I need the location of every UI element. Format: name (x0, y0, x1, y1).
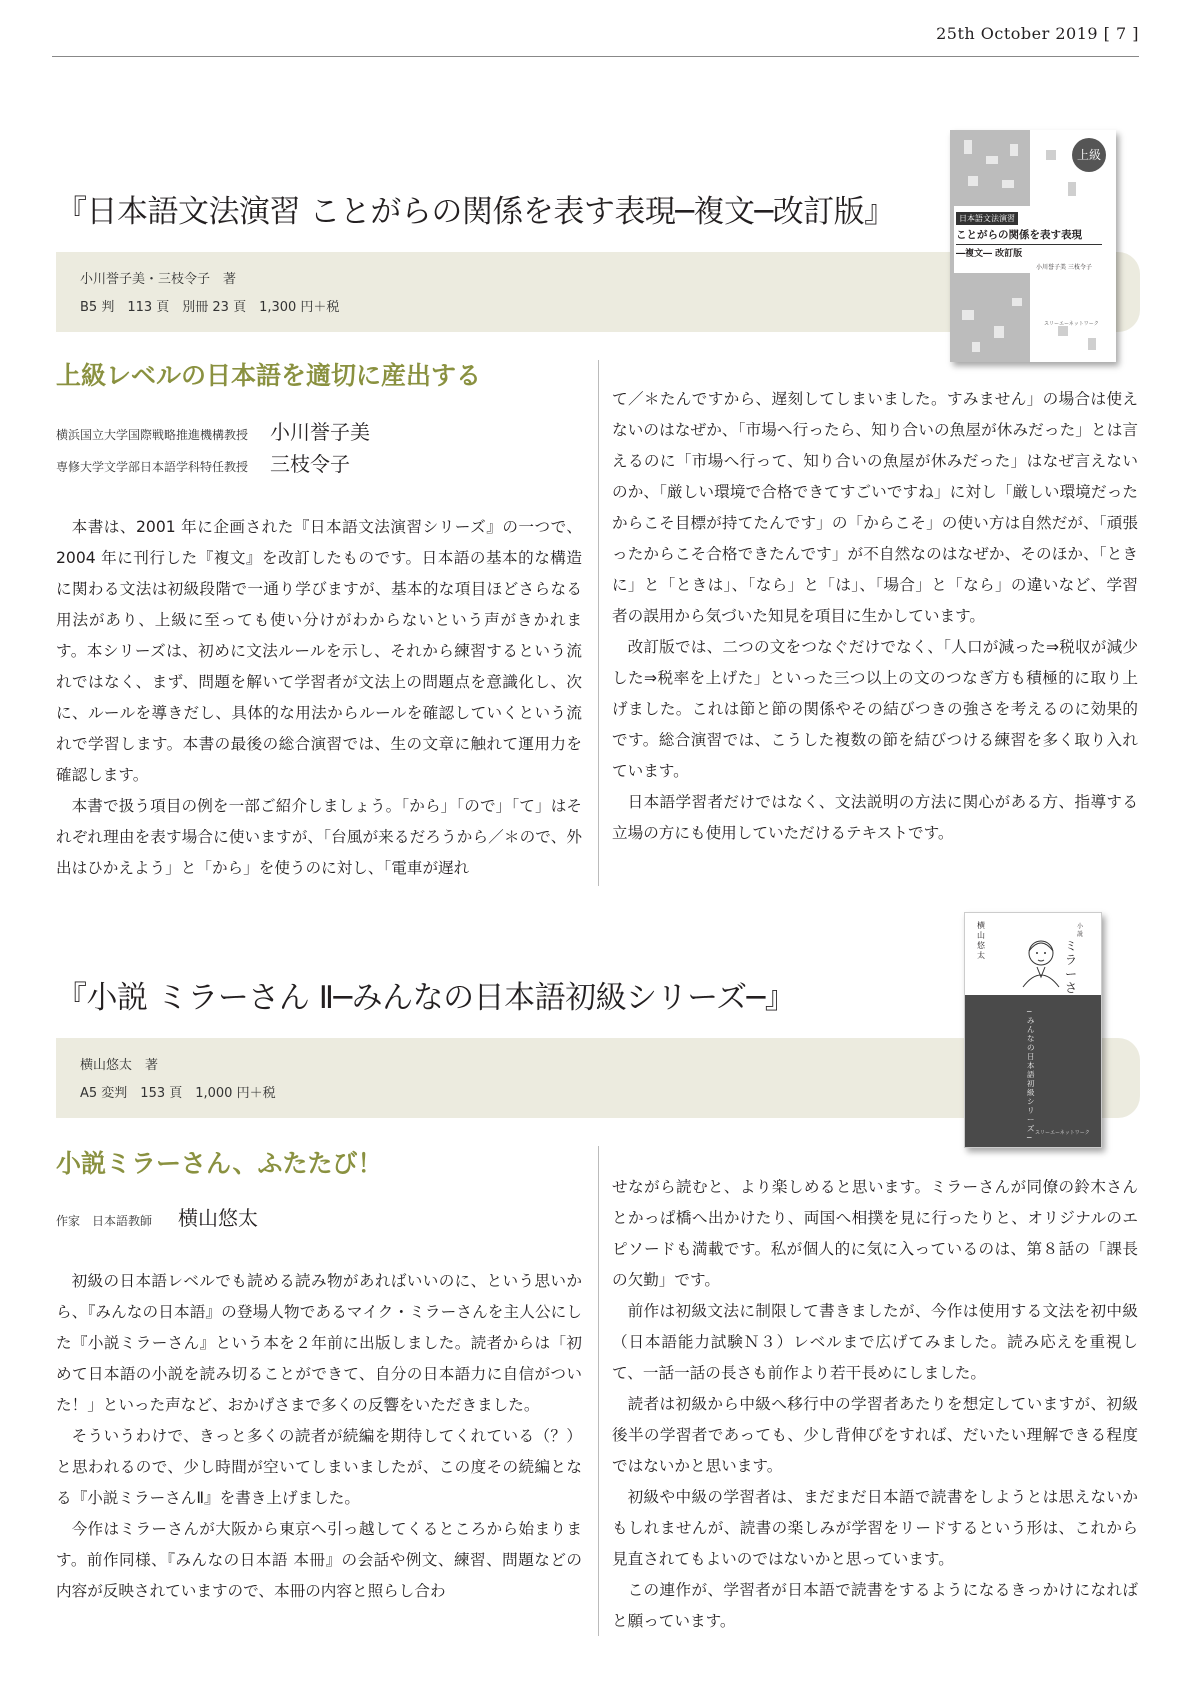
article1-spec: B5 判 113 頁 別冊 23 頁 1,300 円＋税 (80, 300, 340, 315)
article1-right-paragraph-1: て／＊たんですから、遅刻してしまいました。すみません」の場合は使えないのはなぜか、「市場へ行ったら、知り合いの魚屋が休みだった」とは言えるのに「市場へ行って、知り合いの魚屋が休みだった」はなぜ言えないのか、「厳しい環境で合格できてすごいですね」に対し「厳しい環境だったからこそ目標が持てたんです」の「からこそ」の使い方は自然だが、「頑張ったからこそ合格できたんです」が不自然なのはなぜか、そのほか、「ときに」と「ときは」、「なら」と「は」、「場合」と「なら」の違いなど、学習者の誤用から気づいた知見を項目に生かしています。 (612, 390, 1138, 625)
article1-book-title: 『日本語文法演習 ことがらの関係を表す表現─複文─改訂版』 (56, 194, 895, 230)
author-affiliation: 作家 日本語教師 (56, 1214, 153, 1228)
article2-column-divider (598, 1146, 599, 1636)
article2-left-paragraph-3: 今作はミラーさんが大阪から東京へ引っ越してくるところから始まります。前作同様、『みんなの日本語 本冊』の会話や例文、練習、問題などの内容が反映されていますので、本冊の内容と照らし合わ (56, 1520, 582, 1600)
cover-authors: 小川誉子美 三枝令子 (1036, 264, 1092, 271)
cover-pattern (1012, 298, 1022, 306)
article1-left-paragraph-2: 本書で扱う項目の例を一部ご紹介しましょう。「から」「ので」「て」はそれぞれ理由を表す場合に使いますが、「台風が来るだろうから／＊ので、外出はひかえよう」と「から」を使うのに対し、「電車が遅れ (56, 797, 582, 877)
cover-pattern (994, 326, 1004, 338)
article1-column-divider (598, 360, 599, 886)
author2-name: 三枝令子 (270, 452, 351, 476)
cover-pattern (964, 140, 972, 154)
cover-title: ことがらの関係を表す表現 (956, 229, 1082, 241)
cover-label-area (954, 206, 1104, 273)
cover-pattern (962, 310, 974, 320)
header-divider (52, 56, 1139, 57)
cover2-publisher: スリーエーネットワーク (1035, 1130, 1090, 1136)
cover2-series: ─みんなの日本語初級シリーズ─ (1027, 1007, 1035, 1142)
article1-right-paragraph-3: 日本語学習者だけではなく、文法説明の方法に関心がある方、指導する立場の方にも使用していただけるテキストです。 (612, 793, 1138, 842)
author1-affiliation: 横浜国立大学国際戦略推進機構教授 (56, 428, 249, 442)
author-name: 横山悠太 (178, 1206, 259, 1230)
cover-pattern (1002, 180, 1014, 188)
cover2-author: 横山悠太 (977, 921, 985, 960)
cover-pattern (1088, 338, 1096, 350)
cover-pattern (1058, 326, 1068, 336)
author1-name: 小川誉子美 (270, 420, 371, 444)
article2-book-title: 『小説 ミラーさん Ⅱ─みんなの日本語初級シリーズ─』 (56, 980, 796, 1016)
cover2-portrait-illustration (1019, 933, 1063, 989)
article1-subtitle: 上級レベルの日本語を適切に産出する (56, 361, 482, 390)
article2-right-paragraph-5: この連作が、学習者が日本語で読書をするようになるきっかけになればと願っています。 (612, 1581, 1138, 1630)
cover-publisher: スリーエーネットワーク (1044, 321, 1099, 327)
article2-spec: A5 変判 153 頁 1,000 円＋税 (80, 1086, 276, 1101)
cover-pattern (1010, 144, 1018, 156)
page-header-date: 25th October 2019 [ 7 ] (936, 24, 1139, 43)
article2-left-paragraph-2: そういうわけで、きっと多くの読者が続編を期待してくれている（？）と思われるので、少し時間が空いてしまいましたが、この度その続編となる『小説ミラーさんⅡ』を書き上げました。 (56, 1427, 582, 1507)
cover-pattern (972, 342, 980, 352)
article1-authors: 小川誉子美・三枝令子 著 (80, 272, 237, 287)
cover-level-badge: 上級 (1072, 138, 1106, 172)
article2-left-paragraph-1: 初級の日本語レベルでも読める読み物があればいいのに、という思いから、『みんなの日本語』の登場人物であるマイク・ミラーさんを主人公にした『小説ミラーさん』という本を２年前に出版しました。読者からは「初めて日本語の小説を読み切ることができて、自分の日本語力に自信がついた！」といった声など、おかげさまで多くの反響をいただきました。 (56, 1272, 582, 1414)
article2-book-cover (964, 912, 1102, 1148)
article2-right-paragraph-3: 読者は初級から中級へ移行中の学習者あたりを想定していますが、初級後半の学習者であっても、少し背伸びをすれば、だいたい理解できる程度ではないかと思います。 (612, 1395, 1138, 1475)
cover-pattern (968, 176, 978, 186)
article2-right-paragraph-4: 初級や中級の学習者は、まだまだ日本語で読書をしようとは思えないかもしれませんが、読書の楽しみが学習をリードするという形は、これから見直されてもよいのではないかと思っています。 (612, 1488, 1138, 1568)
author2-affiliation: 専修大学文学部日本語学科特任教授 (56, 460, 249, 474)
article2-authors: 横山悠太 著 (80, 1058, 159, 1073)
article1-author1 (56, 416, 370, 445)
article1-right-column (612, 384, 1138, 849)
article1-left-paragraph-1: 本書は、2001 年に企画された『日本語文法演習シリーズ』の一つで、2004 年に刊行した『複文』を改訂したものです。日本語の基本的な構造に関わる文法は初級段階で一通り学びますが、基本的な項目ほどさらなる用法があり、上級に至っても使い分けがわからないという声がきかれます。本シリーズは、初めに文法ルールを示し、それから練習するという流れではなく、まず、問題を解いて学習者が文法上の問題点を意識化し、次に、ルールを導きだし、具体的な用法からルールを確認していくという流れで学習します。本書の最後の総合演習では、生の文章に触れて運用力を確認します。 (56, 518, 582, 784)
article1-book-cover (950, 130, 1116, 362)
article1-right-paragraph-2: 改訂版では、二つの文をつなぐだけでなく、「人口が減った⇒税収が減少した⇒税率を上げた」といった三つ以上の文のつなぎ方も積極的に取り上げました。これは節と節の関係やその結びつきの強さを考えるのに効果的です。総合演習では、こうした複数の節を結びつける練習を多く取り入れています。 (612, 638, 1138, 780)
cover2-label-small: 小説 (1077, 923, 1084, 938)
cover-subtitle: ―複文― 改訂版 (956, 249, 1023, 259)
article2-left-column (56, 1266, 582, 1607)
cover-series: 日本語文法演習 (956, 212, 1018, 225)
article1-left-column (56, 512, 582, 884)
cover-pattern (1046, 150, 1056, 160)
article1-author2 (56, 448, 350, 477)
article2-right-paragraph-2: 前作は初級文法に制限して書きましたが、今作は使用する文法を初中級（日本語能力試験Ｎ３）レベルまで広げてみました。読み応えを重視して、一話一話の長さも前作より若干長めにしました。 (612, 1302, 1138, 1382)
cover-pattern (986, 156, 998, 164)
cover2-title: ミラーさ (1065, 939, 1078, 995)
article2-author (56, 1202, 258, 1231)
article2-subtitle: 小説ミラーさん、ふたたび！ (56, 1149, 383, 1178)
article2-right-column (612, 1172, 1138, 1637)
article2-right-paragraph-1: せながら読むと、より楽しめると思います。ミラーさんが同僚の鈴木さんとかっぱ橋へ出かけたり、両国へ相撲を見に行ったりと、オリジナルのエピソードも満載です。私が個人的に気に入っているのは、第８話の「課長の欠勤」です。 (612, 1178, 1138, 1289)
cover-pattern (1068, 182, 1076, 196)
